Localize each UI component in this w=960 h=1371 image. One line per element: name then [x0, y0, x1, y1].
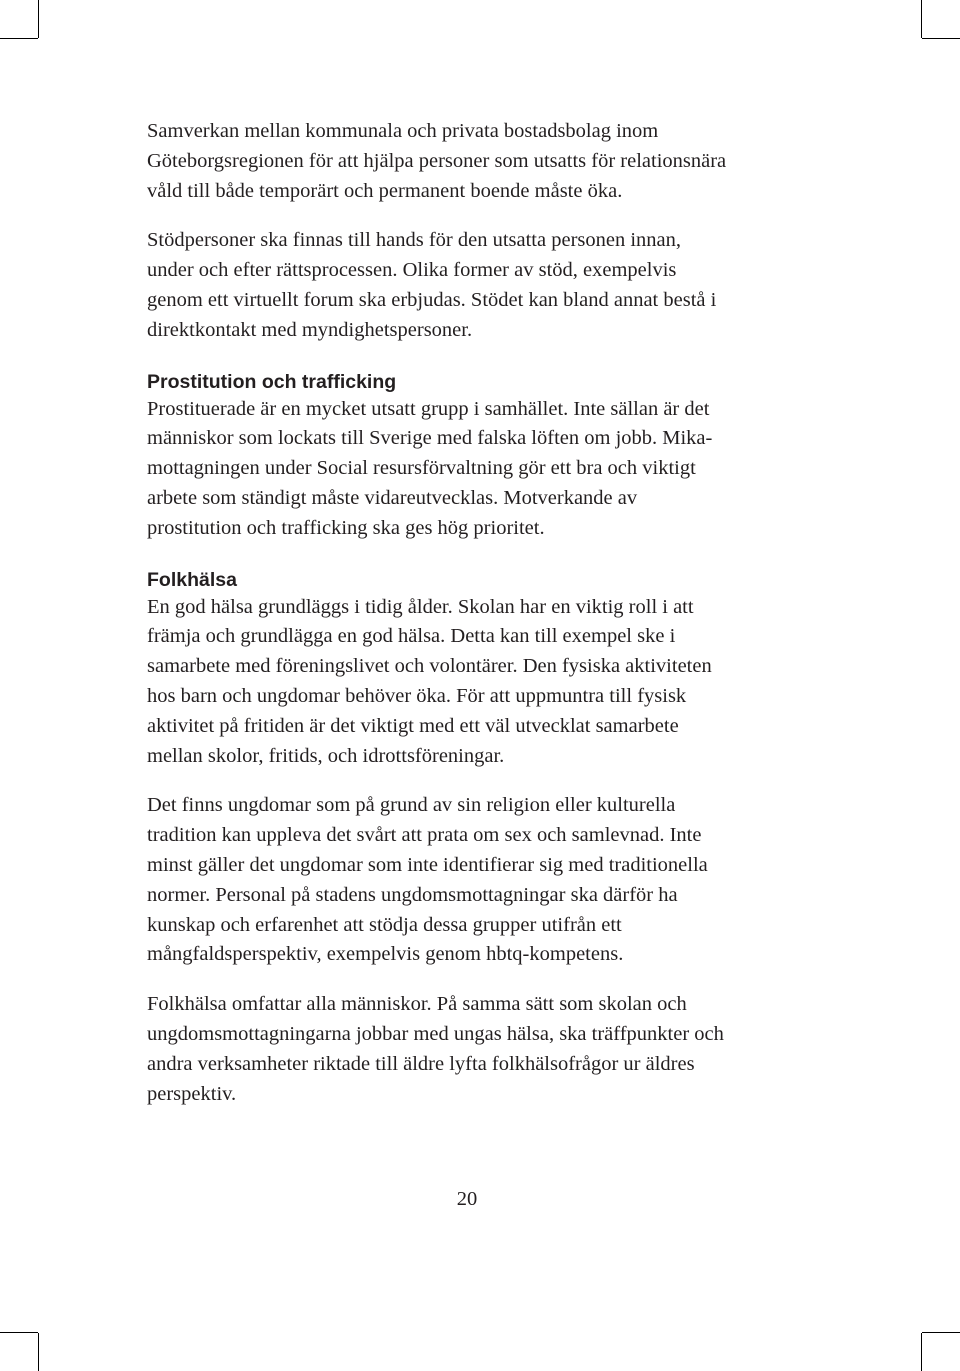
text-line: prostitution och trafficking ska ges hög prioritet.: [147, 516, 545, 539]
crop-mark-bottom-left: [0, 1332, 38, 1333]
text-line: tradition kan uppleva det svårt att prata om sex och samlevnad. Inte: [147, 824, 702, 847]
text-line: aktivitet på fritiden är det viktigt med ett väl utvecklat samarbete: [147, 714, 679, 737]
crop-mark-top-right: [922, 38, 960, 39]
text-line: normer. Personal på stadens ungdomsmottagningar ska därför ha: [147, 883, 678, 906]
text-line: Det finns ungdomar som på grund av sin religion eller kulturella: [147, 794, 676, 817]
text-line: kunskap och erfarenhet att stödja dessa grupper utifrån ett: [147, 913, 622, 936]
page-number: 20: [456, 1188, 478, 1210]
text-line: under och efter rättsprocessen. Olika former av stöd, exempelvis: [147, 259, 677, 282]
crop-mark-top-left: [0, 38, 38, 39]
text-line: genom ett virtuellt forum ska erbjudas. Stödet kan bland annat bestå i: [147, 288, 717, 311]
text-line: mångfaldsperspektiv, exempelvis genom hbtq-kompetens.: [147, 943, 624, 966]
body-paragraph: [147, 593, 827, 772]
section-heading: Prostitution och trafficking: [147, 370, 397, 393]
crop-mark-top-right: [921, 0, 922, 38]
text-line: perspektiv.: [147, 1082, 237, 1105]
text-line: Folkhälsa omfattar alla människor. På samma sätt som skolan och: [147, 993, 687, 1016]
text-line: arbete som ständigt måste vidareutvecklas. Motverkande av: [147, 486, 638, 509]
body-paragraph: [147, 990, 827, 1109]
text-line: Prostituerade är en mycket utsatt grupp i samhället. Inte sällan är det: [147, 397, 710, 420]
text-line: människor som lockats till Sverige med falska löften om jobb. Mika-: [147, 427, 713, 450]
text-line: mellan skolor, fritids, och idrottsföreningar.: [147, 744, 505, 767]
text-line: minst gäller det ungdomar som inte identifierar sig med traditionella: [147, 853, 708, 876]
body-paragraph: [147, 226, 827, 345]
text-line: direktkontakt med myndighetspersoner.: [147, 318, 473, 341]
body-paragraph: [147, 395, 827, 544]
text-line: mottagningen under Social resursförvaltning gör ett bra och viktigt: [147, 457, 696, 480]
body-paragraph: [147, 791, 827, 970]
crop-mark-bottom-left: [38, 1333, 39, 1371]
section-heading: Folkhälsa: [147, 568, 237, 591]
text-line: Stödpersoner ska finnas till hands för den utsatta personen innan,: [147, 229, 682, 252]
page-body: [147, 117, 827, 1109]
text-line: Göteborgsregionen för att hjälpa personer som utsatts för relationsnära: [147, 149, 727, 172]
text-line: andra verksamheter riktade till äldre lyfta folkhälsofrågor ur äldres: [147, 1052, 695, 1075]
text-line: En god hälsa grundläggs i tidig ålder. Skolan har en viktig roll i att: [147, 595, 694, 618]
text-line: våld till både temporärt och permanent boende måste öka.: [147, 179, 623, 202]
body-paragraph: [147, 117, 827, 206]
text-line: hos barn och ungdomar behöver öka. För att uppmuntra till fysisk: [147, 684, 687, 707]
crop-mark-top-left: [38, 0, 39, 38]
crop-mark-bottom-right: [921, 1333, 922, 1371]
text-line: Samverkan mellan kommunala och privata bostadsbolag inom: [147, 120, 659, 142]
text-line: främja och grundlägga en god hälsa. Detta kan till exempel ske i: [147, 625, 676, 648]
text-line: ungdomsmottagningarna jobbar med ungas hälsa, ska träffpunkter och: [147, 1022, 724, 1045]
crop-mark-bottom-right: [922, 1332, 960, 1333]
text-line: samarbete med föreningslivet och volontärer. Den fysiska aktiviteten: [147, 655, 712, 678]
